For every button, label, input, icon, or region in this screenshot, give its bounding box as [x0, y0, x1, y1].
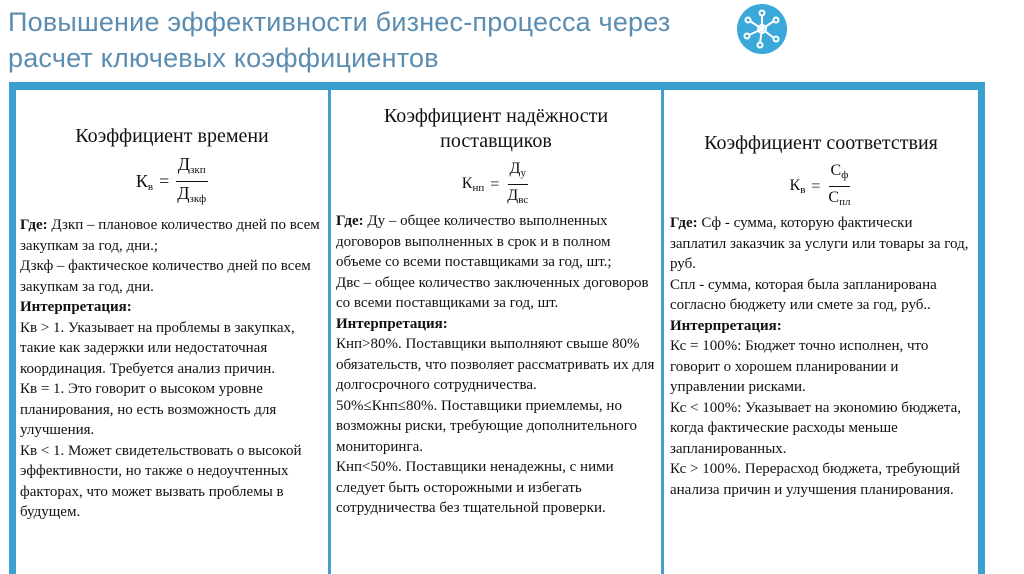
- network-icon: [737, 4, 787, 54]
- column-text: Где: Дзкп – плановое количество дней по всем закупкам за год, дни.; Дзкф – фактическое количество дней по всем закупкам за год, дни. Интерпретация: Кв > 1. Указывает на проблемы в закупках, такие как задержки или недостаточная координация. Требуется анализ причин. Кв = 1. Это говорит о высоком уровне планирования, но есть возможность для улучшения. Кв < 1. Может свидетельствовать о высокой эффективности, но также о недоучтенных факторах, что может вызвать проблемы в будущем.: [20, 215, 322, 523]
- column-text: Где: Сф - сумма, которую фактически заплатил заказчик за услуги или товары за год, руб. Спл - сумма, которая была запланирована согласно бюджету или смете за год, руб.. Интерпретация: Кс = 100%: Бюджет точно исполнен, что говорит о хорошем планировании и управлении рисками. Кс < 100%: Указывает на экономию бюджета, когда фактические расходы меньше запланированных. Кс > 100%. Перерасход бюджета, требующий анализа причин и улучшения планирования.: [670, 213, 972, 500]
- where-paragraph: Где: Дзкп – плановое количество дней по всем закупкам за год, дни.;: [20, 217, 320, 254]
- formula: $К_в$ = $\frac{С_ф}{С_{пл}}$: [664, 160, 978, 213]
- fraction: $\frac{Д_у}{Д_{вс}}$: [507, 160, 529, 206]
- fraction: $\frac{С_ф}{С_{пл}}$: [828, 162, 851, 208]
- coefficient-column-reliability: [331, 90, 661, 574]
- coefficient-column-time: [16, 90, 328, 574]
- where-paragraph: Где: Ду – общее количество выполненных договоров выполненных в срок и в полном объеме со всеми поставщиками за год, шт.;: [336, 213, 612, 270]
- formula: $К_{нп}$ = $\frac{Д_у}{Д_{вс}}$: [331, 158, 661, 211]
- column-heading: Коэффициент надёжности поставщиков: [383, 105, 609, 152]
- page-number: 8: [994, 537, 1012, 570]
- page-title: Повышение эффективности бизнес-процесса через расчет ключевых коэффициентов: [8, 7, 671, 73]
- column-text: Где: Ду – общее количество выполненных договоров выполненных в срок и в полном объеме со всеми поставщиками за год, шт.; Двс – общее количество заключенных договоров со всеми поставщиками за год, шт. Интерпретация: Кнп>80%. Поставщики выполняют свыше 80% обязательств, что позволяет рассматривать их для долгосрочного сотрудничества. 50%≤Кнп≤80%. Поставщики приемлемы, но возможны риски, требующие дополнительного мониторинга. Кнп<50%. Поставщики ненадежны, с ними следует быть осторожными и избегать сотрудничества без тщательной проверки.: [336, 213, 655, 516]
- formula: $К_в$ = $\frac{Д_{зкп}}{Д_{зкф}}$: [16, 153, 328, 210]
- coefficient-column-compliance: [664, 90, 978, 574]
- where-paragraph: Где: Сф - сумма, которую фактически заплатил заказчик за услуги или товары за год, руб.: [670, 215, 969, 272]
- column-heading: Коэффициент соответствия: [704, 132, 938, 154]
- column-heading: Коэффициент времени: [75, 125, 269, 147]
- fraction: $\frac{Д_{зкп}}{Д_{зкф}}$: [177, 154, 207, 205]
